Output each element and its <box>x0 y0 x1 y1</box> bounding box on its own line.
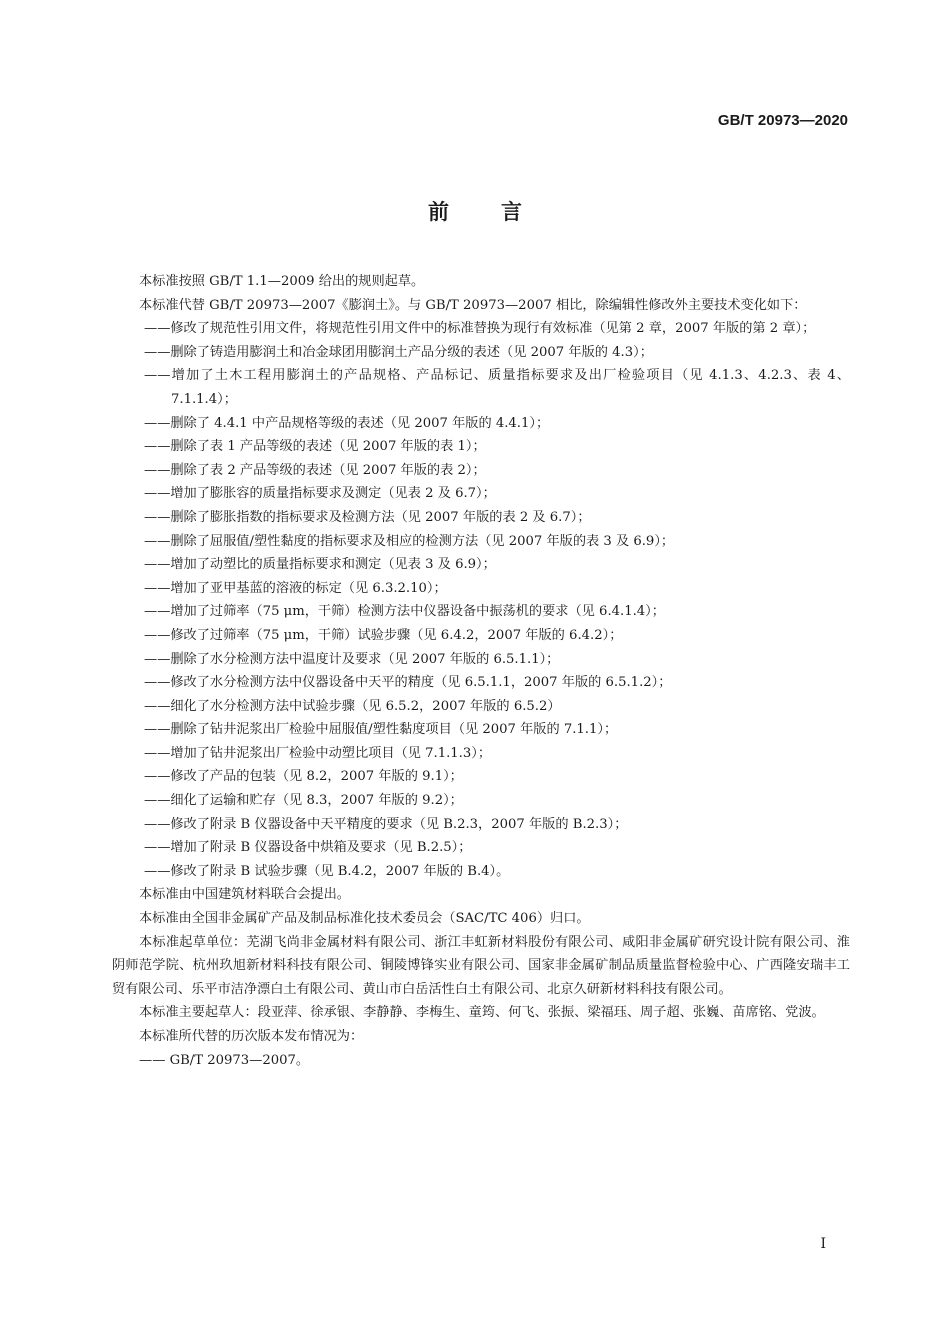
drafting-units-paragraph: 本标准起草单位：芜湖飞尚非金属材料有限公司、浙江丰虹新材料股份有限公司、咸阳非金属矿研究设计院有限公司、淮阴师范学院、杭州玖旭新材料科技有限公司、铜陵博锋实业有限公司、国家非金属矿制品质量监督检验中心、广西隆安瑞丰工贸有限公司、乐平市洁净漂白土有限公司、黄山市白岳活性白土有限公司、北京久研新材料科技有限公司。 <box>112 934 850 997</box>
standard-number: GB/T 20973—2020 <box>717 112 848 129</box>
page-title: 前言 <box>428 200 574 224</box>
change-item: ——增加了钻井泥浆出厂检验中动塑比项目（见 7.1.1.3）； <box>144 745 492 761</box>
change-item: ——增加了附录 B 仪器设备中烘箱及要求（见 B.2.5）； <box>144 840 472 856</box>
history-intro-paragraph: 本标准所代替的历次版本发布情况为： <box>139 1029 364 1044</box>
change-item: ——增加了土木工程用膨润土的产品规格、产品标记、质量指标要求及出厂检验项目（见 4.1.3、4.2.3、表 4、7.1.1.4）； <box>144 368 850 407</box>
change-item: ——删除了表 1 产品等级的表述（见 2007 年版的表 1）； <box>144 439 486 455</box>
change-item: ——删除了表 2 产品等级的表述（见 2007 年版的表 2）； <box>144 462 486 478</box>
proposed-by-paragraph: 本标准由中国建筑材料联合会提出。 <box>139 887 350 903</box>
change-item: ——增加了亚甲基蓝的溶液的标定（见 6.3.2.10）； <box>144 580 447 596</box>
change-item: ——增加了动塑比的质量指标要求和测定（见表 3 及 6.9）； <box>144 557 496 573</box>
intro-paragraph-2: 本标准代替 GB/T 20973—2007《膨润土》。与 GB/T 20973—2007 相比，除编辑性修改外主要技术变化如下： <box>139 297 807 313</box>
change-item: ——删除了铸造用膨润土和冶金球团用膨润土产品分级的表述（见 2007 年版的 4.3）； <box>144 344 653 360</box>
intro-paragraph-1: 本标准按照 GB/T 1.1—2009 给出的规则起草。 <box>139 274 425 289</box>
change-item: ——增加了膨胀容的质量指标要求及测定（见表 2 及 6.7）； <box>144 486 496 502</box>
change-item: ——修改了附录 B 试验步骤（见 B.4.2，2007 年版的 B.4）。 <box>144 863 510 879</box>
change-item: ——删除了 4.4.1 中产品规格等级的表述（见 2007 年版的 4.4.1）； <box>144 415 550 431</box>
change-item: ——增加了过筛率（75 μm，干筛）检测方法中仪器设备中振荡机的要求（见 6.4.1.4）； <box>144 604 665 620</box>
change-item: ——修改了水分检测方法中仪器设备中天平的精度（见 6.5.1.1，2007 年版的 6.5.1.2）； <box>144 675 672 691</box>
change-item: ——细化了运输和贮存（见 8.3，2007 年版的 9.2）； <box>144 793 463 809</box>
change-item: ——细化了水分检测方法中试验步骤（见 6.5.2，2007 年版的 6.5.2） <box>144 698 561 714</box>
managed-by-paragraph: 本标准由全国非金属矿产品及制品标准化技术委员会（SAC/TC 406）归口。 <box>139 911 590 927</box>
history-item: —— GB/T 20973—2007。 <box>139 1052 310 1068</box>
document-body <box>112 270 850 1072</box>
page-number: I <box>820 1236 826 1252</box>
change-item: ——修改了规范性引用文件，将规范性引用文件中的标准替换为现行有效标准（见第 2 章，2007 年版的第 2 章）； <box>144 321 816 337</box>
change-list <box>112 317 850 883</box>
drafters-paragraph: 本标准主要起草人：段亚萍、徐承银、李静静、李梅生、童筠、何飞、张振、梁福珏、周子超、张巍、苗席铭、党波。 <box>139 1005 825 1021</box>
change-item: ——删除了钻井泥浆出厂检验中屈服值/塑性黏度项目（见 2007 年版的 7.1.1）； <box>144 722 618 738</box>
change-item: ——删除了膨胀指数的指标要求及检测方法（见 2007 年版的表 2 及 6.7）； <box>144 509 591 525</box>
change-item: ——删除了屈服值/塑性黏度的指标要求及相应的检测方法（见 2007 年版的表 3 及 6.9）； <box>144 533 675 549</box>
change-item: ——修改了附录 B 仪器设备中天平精度的要求（见 B.2.3，2007 年版的 B.2.3）； <box>144 816 628 832</box>
change-item: ——修改了产品的包装（见 8.2，2007 年版的 9.1）； <box>144 769 463 785</box>
change-item: ——修改了过筛率（75 μm，干筛）试验步骤（见 6.4.2，2007 年版的 6.4.2）； <box>144 627 623 643</box>
change-item: ——删除了水分检测方法中温度计及要求（见 2007 年版的 6.5.1.1）； <box>144 651 560 667</box>
